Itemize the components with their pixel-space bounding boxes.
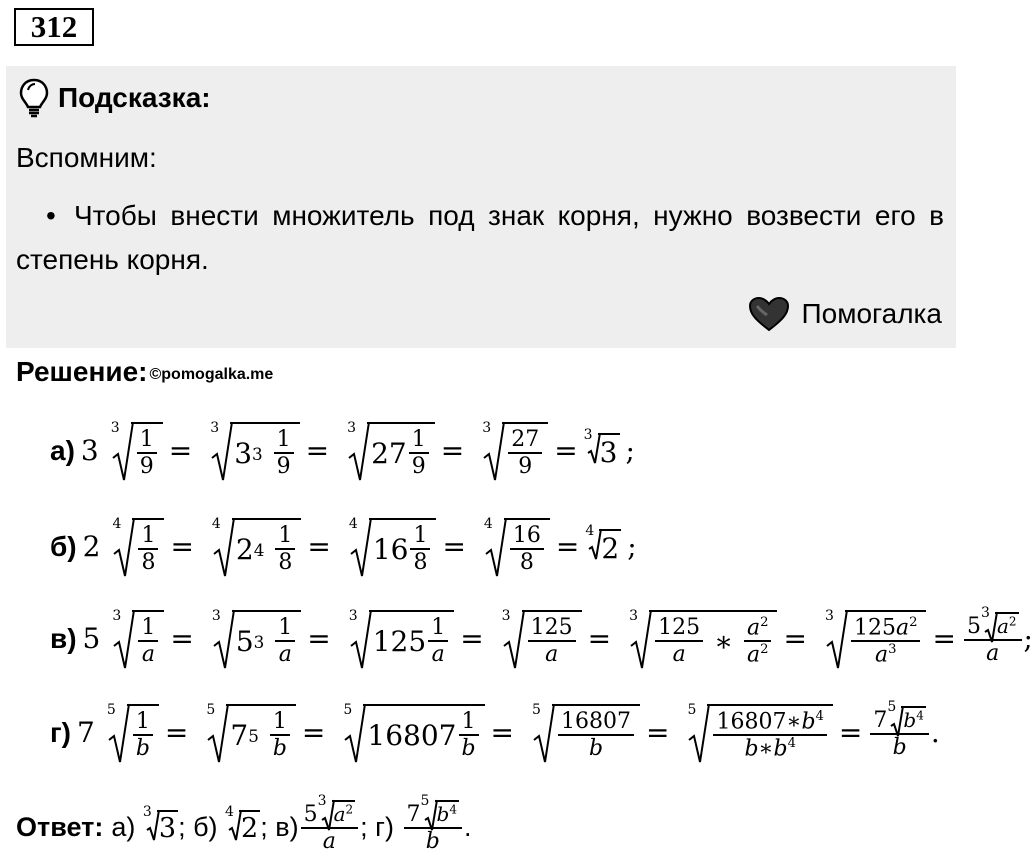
answer bbox=[16, 792, 471, 862]
hint-rule bbox=[16, 194, 944, 282]
solution-row-b bbox=[50, 506, 643, 588]
brand-name: Помогалка bbox=[801, 298, 942, 329]
hint-recall: Вспомним: bbox=[16, 142, 157, 173]
answer-a: 3 3 bbox=[142, 804, 177, 844]
watermark: ©pomogalka.me bbox=[149, 366, 274, 383]
heart-icon bbox=[748, 296, 790, 332]
formula: 7 5 $\frac{1}{b}$ = 5 7 5 $\frac{1}{b}$ = 5 16807 $\frac{1}{b}$ = 5 $\frac{16807}{b}$ = 5 $\frac{16807∗b^4}{b∗b^4}$ = 7 5 $b^4$ b . bbox=[77, 698, 940, 762]
hint-title-text: Подсказка: bbox=[58, 82, 211, 113]
solution-row-g bbox=[50, 692, 940, 774]
row-label: в) bbox=[50, 623, 77, 654]
answer-g: 7 5 $b^4$ b bbox=[404, 800, 462, 854]
row-label: а) bbox=[50, 435, 75, 466]
answer-part-a: а) bbox=[111, 811, 136, 842]
answer-part-v: ; в) bbox=[260, 811, 299, 842]
row-label: б) bbox=[50, 531, 77, 562]
hint-box bbox=[6, 66, 956, 348]
task-number: 312 bbox=[14, 8, 94, 46]
solution-row-a bbox=[50, 410, 641, 492]
bullet: • bbox=[46, 200, 56, 231]
solution-row-v bbox=[50, 598, 1033, 680]
answer-b: 4 2 bbox=[225, 804, 259, 844]
formula: 3 3 $\frac{1}{9}$ = 3 3 3 $\frac{1}{9}$ = 3 27 $\frac{1}{9}$ = 3 $\frac{27}{9}$ = 3 3 ; bbox=[80, 420, 635, 480]
solution-title: Решение: bbox=[16, 356, 148, 387]
lightbulb-icon bbox=[18, 78, 50, 118]
answer-label: Ответ: bbox=[16, 811, 104, 842]
formula: 2 4 $\frac{1}{8}$ = 4 2 4 $\frac{1}{8}$ = 4 16 $\frac{1}{8}$ = 4 $\frac{16}{8}$ = 4 2 ; bbox=[82, 516, 637, 576]
hint-rule-text: Чтобы внести множитель под знак корня, нужно возвести его в степень корня. bbox=[16, 200, 944, 275]
solution-heading bbox=[16, 356, 273, 388]
answer-part-b: ; б) bbox=[178, 811, 218, 842]
answer-v: 5 3 $a^2$ a bbox=[301, 800, 359, 854]
answer-part-g: ; г) bbox=[360, 811, 394, 842]
row-label: г) bbox=[50, 717, 71, 748]
brand bbox=[748, 296, 942, 332]
formula: 5 3 $\frac{1}{a}$ = 3 5 3 $\frac{1}{a}$ = 3 125 $\frac{1}{a}$ = 3 $\frac{125}{a}$ = 3 $\frac{125}{a}$ ∗ $\frac{a^2}{a^2}$ = 3 $\frac{125a^2}{a^3}$ = 5 3 $a^2$ a ; bbox=[82, 604, 1033, 668]
answer-end: . bbox=[463, 811, 472, 842]
hint-title bbox=[18, 78, 211, 118]
